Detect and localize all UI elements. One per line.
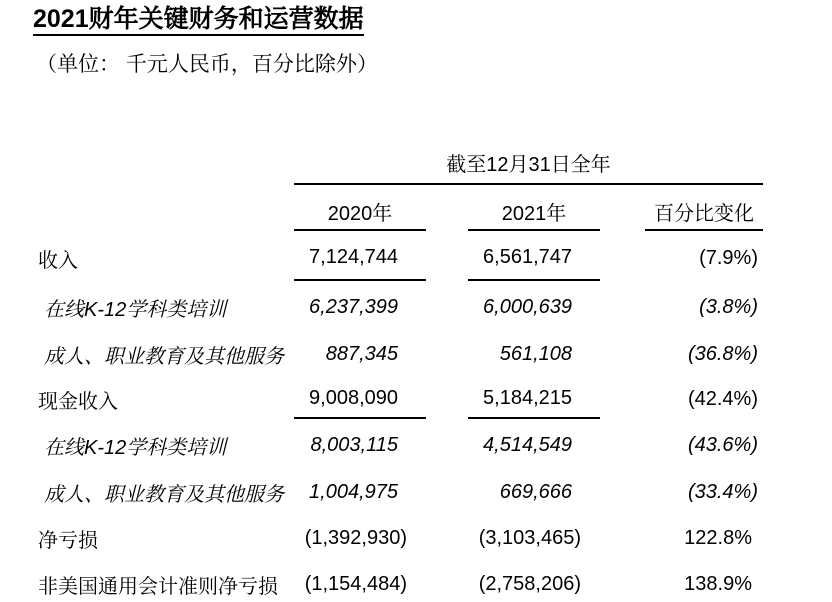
col-header-2020: 2020年 — [294, 185, 426, 231]
value-2021: (2,758,206) — [478, 572, 581, 595]
row-label: 非美国通用会计准则净亏损 — [38, 575, 278, 598]
column-gap — [600, 231, 645, 281]
column-header-row — [0, 185, 763, 231]
table-row-online-k12 — [0, 281, 763, 329]
empty-cell — [0, 185, 294, 231]
row-label: 现金收入 — [38, 390, 118, 413]
column-gap — [600, 513, 645, 559]
value-pct-change: (36.8%) — [687, 342, 758, 365]
value-2021: 669,666 — [499, 480, 572, 503]
value-pct-change: 138.9% — [684, 572, 752, 595]
column-gap — [426, 559, 468, 602]
col-header-2021: 2021年 — [468, 185, 600, 231]
empty-cell — [0, 140, 294, 185]
column-gap — [600, 185, 645, 231]
column-gap — [600, 281, 645, 329]
column-gap — [600, 559, 645, 602]
table-row-net-loss — [0, 513, 763, 559]
value-2020: (1,392,930) — [304, 526, 407, 549]
value-2020: (1,154,484) — [304, 572, 407, 595]
table-row-adult-education — [0, 329, 763, 375]
value-pct-change: (3.8%) — [699, 295, 758, 318]
row-label: 净亏损 — [38, 529, 98, 552]
row-label: 在线K-12学科类培训 — [44, 298, 227, 321]
column-gap — [600, 329, 645, 375]
value-pct-change: (43.6%) — [687, 433, 758, 456]
column-gap — [600, 375, 645, 419]
value-2020: 7,124,744 — [294, 231, 426, 281]
value-2020: 887,345 — [325, 342, 398, 365]
column-gap — [426, 419, 468, 467]
table-row-non-gaap-net-loss — [0, 559, 763, 602]
value-2021: 6,000,639 — [483, 295, 572, 318]
value-2021: 5,184,215 — [468, 375, 600, 419]
table-row-revenue — [0, 231, 763, 281]
column-gap — [426, 513, 468, 559]
period-header: 截至12月31日全年 — [294, 140, 763, 185]
column-gap — [426, 467, 468, 513]
table-row-adult-education-cash — [0, 467, 763, 513]
value-2020: 1,004,975 — [309, 480, 398, 503]
row-label: 成人、职业教育及其他服务 — [44, 483, 284, 506]
unit-note: （单位： 千元人民币，百分比除外） — [36, 53, 378, 76]
value-2021: 6,561,747 — [468, 231, 600, 281]
value-2020: 9,008,090 — [294, 375, 426, 419]
column-gap — [600, 467, 645, 513]
column-gap — [426, 329, 468, 375]
value-pct-change: 122.8% — [684, 526, 752, 549]
column-gap — [426, 375, 468, 419]
page-title: 2021财年关键财务和运营数据 — [33, 5, 364, 36]
row-label: 收入 — [38, 249, 78, 272]
column-gap — [426, 185, 468, 231]
value-2021: 561,108 — [499, 342, 572, 365]
column-gap — [426, 281, 468, 329]
financial-table — [0, 140, 763, 602]
column-gap — [600, 419, 645, 467]
value-2020: 6,237,399 — [309, 295, 398, 318]
value-pct-change: (42.4%) — [687, 387, 758, 410]
table-row-online-k12-cash — [0, 419, 763, 467]
table-row-cash-revenue — [0, 375, 763, 419]
value-2021: (3,103,465) — [478, 526, 581, 549]
value-2021: 4,514,549 — [483, 433, 572, 456]
col-header-pct-change: 百分比变化 — [645, 185, 763, 231]
row-label: 在线K-12学科类培训 — [44, 436, 227, 459]
value-pct-change: (33.4%) — [687, 480, 758, 503]
value-pct-change: (7.9%) — [699, 246, 758, 269]
column-gap — [426, 231, 468, 281]
value-2020: 8,003,115 — [310, 433, 398, 456]
row-label: 成人、职业教育及其他服务 — [44, 345, 284, 368]
period-header-row — [0, 140, 763, 185]
